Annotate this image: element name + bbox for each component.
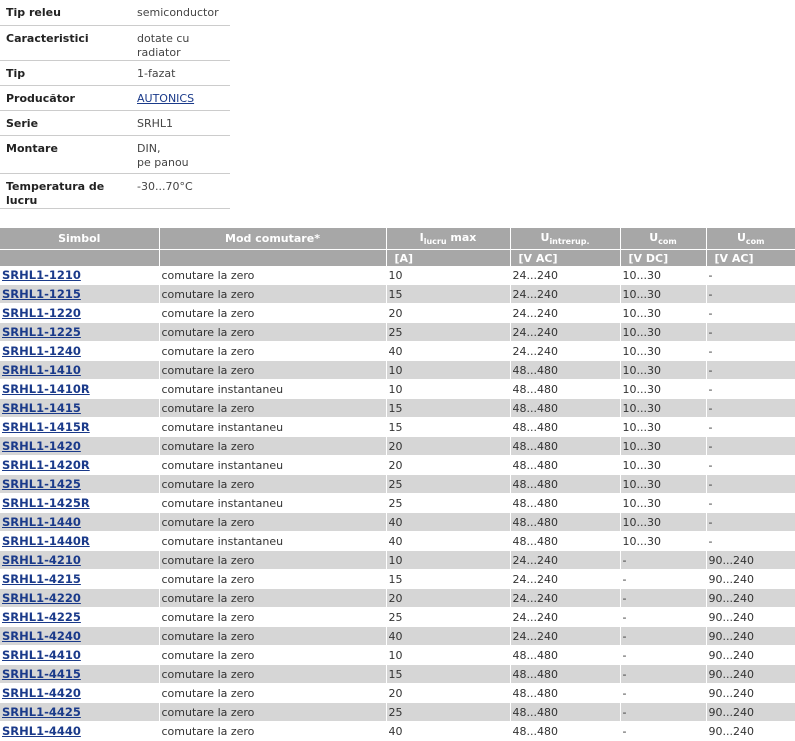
current-cell: 20 <box>386 304 510 323</box>
units-row <box>0 250 795 267</box>
voltage-ac-cell: - <box>706 532 795 551</box>
current-cell: 10 <box>386 380 510 399</box>
voltage-break-cell: 48...480 <box>510 703 620 722</box>
product-link[interactable]: SRHL1-1440R <box>2 534 90 548</box>
current-cell: 25 <box>386 475 510 494</box>
symbol-cell <box>0 418 159 437</box>
table-row <box>0 285 795 304</box>
mode-cell: comutare instantaneu <box>159 418 386 437</box>
current-cell: 40 <box>386 513 510 532</box>
voltage-break-cell: 48...480 <box>510 646 620 665</box>
table-row <box>0 304 795 323</box>
spec-label: Caracteristici <box>0 25 131 60</box>
voltage-dc-cell: 10...30 <box>620 380 706 399</box>
current-subscript: lucru <box>423 237 447 247</box>
spec-row <box>0 0 230 25</box>
product-link[interactable]: SRHL1-4410 <box>2 648 81 662</box>
spec-value-text: DIN, <box>137 141 161 155</box>
voltage-dc-cell: - <box>620 627 706 646</box>
product-link[interactable]: SRHL1-1440 <box>2 515 81 529</box>
voltage-break-cell: 48...480 <box>510 532 620 551</box>
symbol-cell <box>0 513 159 532</box>
table-row <box>0 684 795 703</box>
symbol-cell <box>0 475 159 494</box>
voltage-ac-cell: - <box>706 418 795 437</box>
spec-row <box>0 85 230 110</box>
current-cell: 20 <box>386 589 510 608</box>
current-cell: 40 <box>386 532 510 551</box>
voltage-break-cell: 24...240 <box>510 570 620 589</box>
col-current-header <box>386 228 510 250</box>
current-cell: 40 <box>386 722 510 741</box>
unit-cell: [V DC] <box>620 250 706 267</box>
spec-row <box>0 25 230 60</box>
current-cell: 25 <box>386 608 510 627</box>
product-link[interactable]: SRHL1-4240 <box>2 629 81 643</box>
spec-value-text: semiconductor <box>137 6 219 19</box>
spec-label: Tip releu <box>0 0 131 25</box>
mode-cell: comutare la zero <box>159 342 386 361</box>
mode-cell: comutare la zero <box>159 323 386 342</box>
voltage-break-cell: 48...480 <box>510 380 620 399</box>
mode-cell: comutare la zero <box>159 646 386 665</box>
spec-value <box>131 110 230 135</box>
product-table <box>0 228 795 741</box>
product-link[interactable]: SRHL1-1410 <box>2 363 81 377</box>
spec-row <box>0 110 230 135</box>
voltage-ac-cell: - <box>706 342 795 361</box>
voltage-dc-cell: 10...30 <box>620 475 706 494</box>
table-row <box>0 323 795 342</box>
spec-value <box>131 25 230 60</box>
product-rows <box>0 266 795 741</box>
voltage-dc-cell: 10...30 <box>620 361 706 380</box>
voltage-dc-cell: 10...30 <box>620 399 706 418</box>
voltage-break-cell: 24...240 <box>510 342 620 361</box>
table-row <box>0 380 795 399</box>
col-mode-header: Mod comutare* <box>159 228 386 250</box>
voltage-ac-cell: 90...240 <box>706 646 795 665</box>
voltage-ac-cell: 90...240 <box>706 703 795 722</box>
symbol-cell <box>0 342 159 361</box>
symbol-cell <box>0 266 159 285</box>
table-row <box>0 342 795 361</box>
voltage-break-cell: 48...480 <box>510 722 620 741</box>
product-link[interactable]: SRHL1-1415 <box>2 401 81 415</box>
voltage-dc-cell: 10...30 <box>620 456 706 475</box>
table-row <box>0 703 795 722</box>
product-link[interactable]: SRHL1-4225 <box>2 610 81 624</box>
current-cell: 15 <box>386 399 510 418</box>
product-link[interactable]: SRHL1-1410R <box>2 382 90 396</box>
spec-value <box>131 173 230 208</box>
spec-value-text: SRHL1 <box>137 116 174 130</box>
current-cell: 15 <box>386 665 510 684</box>
voltage-break-symbol: U <box>540 230 550 244</box>
voltage-dc-cell: - <box>620 589 706 608</box>
unit-cell: [V AC] <box>706 250 795 267</box>
product-link[interactable]: SRHL1-4220 <box>2 591 81 605</box>
voltage-dc-cell: - <box>620 608 706 627</box>
spec-value-text: 1-fazat <box>137 66 176 80</box>
mode-cell: comutare la zero <box>159 684 386 703</box>
voltage-break-cell: 24...240 <box>510 285 620 304</box>
product-link[interactable]: SRHL1-1425 <box>2 477 81 491</box>
voltage-dc-cell: - <box>620 551 706 570</box>
voltage-ac-symbol: U <box>736 230 746 244</box>
voltage-ac-cell: - <box>706 380 795 399</box>
current-cell: 25 <box>386 494 510 513</box>
voltage-ac-cell: 90...240 <box>706 551 795 570</box>
product-link[interactable]: SRHL1-1420 <box>2 439 81 453</box>
spec-row <box>0 60 230 85</box>
symbol-cell <box>0 646 159 665</box>
table-row <box>0 513 795 532</box>
table-row <box>0 589 795 608</box>
mode-cell: comutare la zero <box>159 608 386 627</box>
current-cell: 10 <box>386 551 510 570</box>
mode-cell: comutare la zero <box>159 703 386 722</box>
voltage-break-cell: 48...480 <box>510 399 620 418</box>
product-link[interactable]: SRHL1-1215 <box>2 287 81 301</box>
table-row <box>0 532 795 551</box>
voltage-break-cell: 48...480 <box>510 361 620 380</box>
voltage-break-cell: 24...240 <box>510 266 620 285</box>
table-row <box>0 665 795 684</box>
table-row <box>0 399 795 418</box>
col-voltage-ac-header <box>706 228 795 250</box>
voltage-dc-cell: - <box>620 722 706 741</box>
symbol-cell <box>0 380 159 399</box>
symbol-cell <box>0 361 159 380</box>
current-cell: 20 <box>386 684 510 703</box>
current-cell: 25 <box>386 703 510 722</box>
voltage-ac-cell: - <box>706 285 795 304</box>
mode-cell: comutare la zero <box>159 551 386 570</box>
table-row <box>0 418 795 437</box>
table-row <box>0 722 795 741</box>
mode-cell: comutare la zero <box>159 475 386 494</box>
header-row <box>0 228 795 250</box>
mode-cell: comutare la zero <box>159 722 386 741</box>
voltage-break-cell: 24...240 <box>510 608 620 627</box>
product-link[interactable]: SRHL1-4425 <box>2 705 81 719</box>
voltage-dc-cell: 10...30 <box>620 266 706 285</box>
current-cell: 15 <box>386 418 510 437</box>
current-cell: 40 <box>386 627 510 646</box>
table-row <box>0 551 795 570</box>
mode-cell: comutare la zero <box>159 570 386 589</box>
product-link[interactable]: SRHL1-1210 <box>2 268 81 282</box>
voltage-dc-cell: - <box>620 665 706 684</box>
symbol-cell <box>0 456 159 475</box>
mode-cell: comutare la zero <box>159 399 386 418</box>
voltage-dc-cell: 10...30 <box>620 513 706 532</box>
table-row <box>0 361 795 380</box>
voltage-break-cell: 24...240 <box>510 627 620 646</box>
voltage-break-cell: 48...480 <box>510 437 620 456</box>
unit-cell: [V AC] <box>510 250 620 267</box>
unit-cell <box>159 250 386 267</box>
unit-cell <box>0 250 159 267</box>
spec-value <box>131 0 230 25</box>
current-symbol: I <box>419 230 424 244</box>
table-row <box>0 608 795 627</box>
voltage-ac-subscript: com <box>745 237 765 247</box>
current-cell: 15 <box>386 285 510 304</box>
mode-cell: comutare la zero <box>159 266 386 285</box>
voltage-ac-cell: 90...240 <box>706 665 795 684</box>
symbol-cell <box>0 703 159 722</box>
manufacturer-link[interactable]: AUTONICS <box>137 91 195 105</box>
spec-label: Montare <box>0 135 131 173</box>
voltage-dc-cell: 10...30 <box>620 323 706 342</box>
product-link[interactable]: SRHL1-1425R <box>2 496 90 510</box>
spec-value <box>131 85 230 110</box>
voltage-dc-cell: 10...30 <box>620 304 706 323</box>
current-suffix: max <box>446 230 477 244</box>
mode-cell: comutare instantaneu <box>159 380 386 399</box>
voltage-ac-cell: 90...240 <box>706 589 795 608</box>
symbol-cell <box>0 532 159 551</box>
voltage-dc-cell: - <box>620 684 706 703</box>
current-cell: 10 <box>386 361 510 380</box>
voltage-break-cell: 48...480 <box>510 456 620 475</box>
col-voltage-dc-header <box>620 228 706 250</box>
table-row <box>0 570 795 589</box>
voltage-break-cell: 48...480 <box>510 418 620 437</box>
voltage-dc-cell: 10...30 <box>620 418 706 437</box>
table-row <box>0 456 795 475</box>
mode-cell: comutare la zero <box>159 627 386 646</box>
voltage-ac-cell: - <box>706 437 795 456</box>
voltage-dc-cell: 10...30 <box>620 437 706 456</box>
voltage-dc-cell: - <box>620 703 706 722</box>
mode-cell: comutare la zero <box>159 513 386 532</box>
table-row <box>0 627 795 646</box>
mode-cell: comutare la zero <box>159 304 386 323</box>
mode-cell: comutare la zero <box>159 437 386 456</box>
mode-cell: comutare instantaneu <box>159 494 386 513</box>
product-link[interactable]: SRHL1-4215 <box>2 572 81 586</box>
spec-label: Producător <box>0 85 131 110</box>
symbol-cell <box>0 722 159 741</box>
spec-value-text: dotate cu radiator <box>137 31 190 59</box>
voltage-break-cell: 24...240 <box>510 323 620 342</box>
product-link[interactable]: SRHL1-1415R <box>2 420 90 434</box>
table-row <box>0 494 795 513</box>
symbol-cell <box>0 551 159 570</box>
current-cell: 15 <box>386 570 510 589</box>
symbol-cell <box>0 665 159 684</box>
spec-label: Serie <box>0 110 131 135</box>
voltage-break-cell: 48...480 <box>510 513 620 532</box>
product-link[interactable]: SRHL1-4210 <box>2 553 81 567</box>
table-row <box>0 475 795 494</box>
voltage-dc-cell: 10...30 <box>620 342 706 361</box>
spec-row <box>0 135 230 173</box>
voltage-break-cell: 48...480 <box>510 684 620 703</box>
unit-cell: [A] <box>386 250 510 267</box>
specifications-body <box>0 0 230 208</box>
voltage-ac-cell: - <box>706 494 795 513</box>
table-row <box>0 266 795 285</box>
voltage-ac-cell: - <box>706 456 795 475</box>
symbol-cell <box>0 399 159 418</box>
voltage-break-cell: 48...480 <box>510 665 620 684</box>
product-link[interactable]: SRHL1-1240 <box>2 344 81 358</box>
voltage-dc-cell: - <box>620 646 706 665</box>
product-link[interactable]: SRHL1-1220 <box>2 306 81 320</box>
table-row <box>0 437 795 456</box>
voltage-dc-cell: 10...30 <box>620 285 706 304</box>
voltage-break-cell: 24...240 <box>510 551 620 570</box>
spec-value-text: -30...70°C <box>137 179 193 193</box>
product-link[interactable]: SRHL1-4440 <box>2 724 81 738</box>
voltage-ac-cell: 90...240 <box>706 722 795 741</box>
mode-cell: comutare la zero <box>159 285 386 304</box>
voltage-ac-cell: 90...240 <box>706 570 795 589</box>
voltage-dc-symbol: U <box>649 230 659 244</box>
voltage-dc-cell: 10...30 <box>620 532 706 551</box>
symbol-cell <box>0 684 159 703</box>
spec-value-text: pe panou <box>137 155 189 169</box>
mode-cell: comutare instantaneu <box>159 532 386 551</box>
voltage-ac-cell: - <box>706 513 795 532</box>
spec-value <box>131 135 230 173</box>
product-link[interactable]: SRHL1-4415 <box>2 667 81 681</box>
symbol-cell <box>0 570 159 589</box>
voltage-dc-cell: 10...30 <box>620 494 706 513</box>
col-symbol-header: Simbol <box>0 228 159 250</box>
symbol-cell <box>0 304 159 323</box>
spec-row <box>0 173 230 208</box>
product-link[interactable]: SRHL1-4420 <box>2 686 81 700</box>
voltage-ac-cell: 90...240 <box>706 627 795 646</box>
mode-cell: comutare la zero <box>159 589 386 608</box>
specifications-table <box>0 0 230 209</box>
voltage-ac-cell: - <box>706 475 795 494</box>
voltage-break-cell: 48...480 <box>510 494 620 513</box>
voltage-ac-cell: - <box>706 399 795 418</box>
voltage-break-subscript: intrerup. <box>549 237 590 247</box>
spec-label: Temperatura de lucru <box>0 173 131 208</box>
spec-label: Tip <box>0 60 131 85</box>
voltage-ac-cell: - <box>706 361 795 380</box>
voltage-break-cell: 48...480 <box>510 475 620 494</box>
voltage-ac-cell: 90...240 <box>706 684 795 703</box>
voltage-break-cell: 24...240 <box>510 304 620 323</box>
current-cell: 25 <box>386 323 510 342</box>
symbol-cell <box>0 323 159 342</box>
voltage-ac-cell: 90...240 <box>706 608 795 627</box>
product-link[interactable]: SRHL1-1420R <box>2 458 90 472</box>
col-voltage-break-header <box>510 228 620 250</box>
mode-cell: comutare instantaneu <box>159 456 386 475</box>
symbol-cell <box>0 285 159 304</box>
spec-value <box>131 60 230 85</box>
current-cell: 40 <box>386 342 510 361</box>
current-cell: 20 <box>386 437 510 456</box>
voltage-ac-cell: - <box>706 304 795 323</box>
symbol-cell <box>0 437 159 456</box>
symbol-cell <box>0 608 159 627</box>
symbol-cell <box>0 627 159 646</box>
mode-cell: comutare la zero <box>159 665 386 684</box>
current-cell: 10 <box>386 266 510 285</box>
voltage-ac-cell: - <box>706 323 795 342</box>
current-cell: 20 <box>386 456 510 475</box>
product-link[interactable]: SRHL1-1225 <box>2 325 81 339</box>
symbol-cell <box>0 494 159 513</box>
table-row <box>0 646 795 665</box>
symbol-cell <box>0 589 159 608</box>
voltage-dc-cell: - <box>620 570 706 589</box>
mode-cell: comutare la zero <box>159 361 386 380</box>
voltage-ac-cell: - <box>706 266 795 285</box>
voltage-break-cell: 24...240 <box>510 589 620 608</box>
current-cell: 10 <box>386 646 510 665</box>
voltage-dc-subscript: com <box>658 237 677 247</box>
